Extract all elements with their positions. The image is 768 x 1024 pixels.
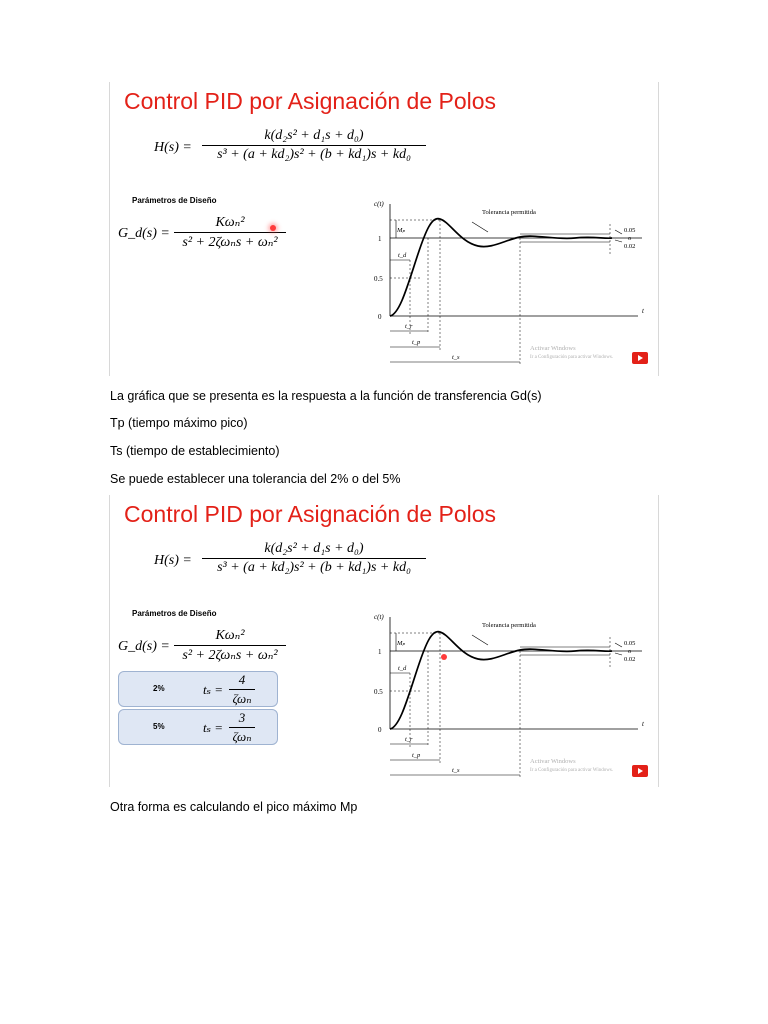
h-fraction (202, 128, 426, 163)
slide-image-1 (109, 82, 659, 376)
gd-denominator: s² + 2ζωₙs + ωₙ² (182, 648, 278, 663)
gd-denominator: s² + 2ζωₙs + ωₙ² (182, 235, 278, 250)
gd-fraction (174, 214, 286, 251)
watermark-subtitle: Ir a Configuración para activar Windows. (530, 768, 614, 773)
y-axis-label: c(t) (374, 613, 384, 621)
settling-box-5pct (118, 709, 278, 745)
step-response-svg (360, 607, 650, 787)
y-tick-0: 0 (378, 313, 382, 321)
gd-lhs: G_d(s) = (118, 639, 170, 654)
response-curve (390, 632, 612, 729)
paragraph-5: Otra forma es calculando el pico máximo Mp (110, 800, 358, 814)
tr-label: t_r (405, 323, 413, 330)
y-tick-05: 0.5 (374, 688, 383, 696)
tr-label: t_r (405, 736, 413, 743)
settling-denominator: ζωₙ (232, 729, 252, 744)
mp-label: Mₚ (397, 640, 406, 647)
watermark-title: Activar Windows (530, 345, 576, 352)
y-tick-1: 1 (378, 648, 382, 656)
response-curve (390, 219, 612, 316)
gd-lhs: G_d(s) = (118, 226, 170, 241)
design-params-label: Parámetros de Diseño (132, 609, 217, 618)
step-response-chart (360, 607, 650, 787)
y-tick-0: 0 (378, 726, 382, 734)
ts-label: t_s (452, 767, 460, 774)
watermark-title: Activar Windows (530, 758, 576, 765)
design-params-label: Parámetros de Diseño (132, 196, 217, 205)
pointer-dot (270, 225, 276, 231)
y-tick-05: 0.5 (374, 275, 383, 283)
settling-ts-lhs: tₛ = (203, 720, 224, 735)
x-axis-label: t (642, 720, 644, 728)
td-label: t_d (398, 252, 407, 259)
youtube-icon (632, 765, 648, 777)
tolerance-005: 0.05 (624, 640, 636, 647)
h-denominator: s³ + (a + kd₂)s² + (b + kd₁)s + kd₀ (217, 147, 411, 162)
settling-fraction (229, 672, 255, 707)
tolerance-annotation: Tolerancia permitida (482, 209, 536, 216)
settling-pct: 2% (153, 684, 165, 693)
pointer-dot (441, 654, 447, 660)
tp-label: t_p (412, 339, 421, 346)
tolerance-002: 0.02 (624, 243, 636, 250)
paragraph-2: Tp (tiempo máximo pico) (110, 416, 248, 430)
tolerance-005: 0.05 (624, 227, 636, 234)
settling-ts-lhs: tₛ = (203, 682, 224, 697)
h-numerator: k(d₂s² + d₁s + d₀) (264, 541, 364, 556)
h-denominator: s³ + (a + kd₂)s² + (b + kd₁)s + kd₀ (217, 560, 411, 575)
youtube-icon (632, 352, 648, 364)
tp-label: t_p (412, 752, 421, 759)
gd-numerator: Kωₙ² (215, 628, 245, 643)
h-numerator: k(d₂s² + d₁s + d₀) (264, 128, 364, 143)
slide-image-2 (109, 495, 659, 787)
h-lhs: H(s) = (154, 553, 192, 568)
watermark-subtitle: Ir a Configuración para activar Windows. (530, 355, 614, 360)
tolerance-or: o (628, 235, 632, 242)
td-label: t_d (398, 665, 407, 672)
tolerance-002: 0.02 (624, 656, 636, 663)
y-axis-label: c(t) (374, 200, 384, 208)
h-fraction (202, 541, 426, 576)
gd-numerator: Kωₙ² (215, 215, 245, 230)
paragraph-4: Se puede establecer una tolerancia del 2% o del 5% (110, 472, 401, 486)
settling-fraction (229, 710, 255, 745)
settling-pct: 5% (153, 722, 165, 731)
h-lhs: H(s) = (154, 140, 192, 155)
settling-numerator: 4 (238, 672, 246, 687)
ts-label: t_s (452, 354, 460, 361)
paragraph-1: La gráfica que se presenta es la respuesta a la función de transferencia Gd(s) (110, 389, 542, 403)
slide-title: Control PID por Asignación de Polos (124, 88, 497, 114)
y-tick-1: 1 (378, 235, 382, 243)
settling-denominator: ζωₙ (232, 691, 252, 706)
step-response-chart (360, 194, 650, 374)
x-axis-label: t (642, 307, 644, 315)
slide-title: Control PID por Asignación de Polos (124, 501, 497, 527)
settling-numerator: 3 (238, 710, 246, 725)
settling-box-2pct (118, 671, 278, 707)
tolerance-or: o (628, 648, 632, 655)
gd-fraction (174, 627, 286, 664)
paragraph-3: Ts (tiempo de establecimiento) (110, 444, 280, 458)
tolerance-annotation: Tolerancia permitida (482, 622, 536, 629)
mp-label: Mₚ (397, 227, 406, 234)
step-response-svg (360, 194, 650, 374)
